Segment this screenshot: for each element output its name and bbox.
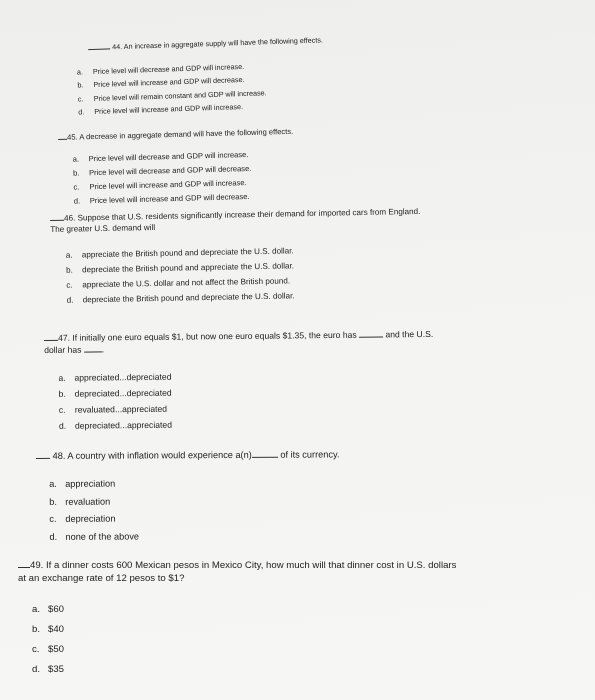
option-a[interactable]: a. appreciated...depreciated — [58, 371, 172, 384]
fill-blank-1[interactable] — [359, 336, 383, 337]
answer-blank[interactable] — [44, 340, 58, 341]
option-c[interactable]: c. depreciation — [49, 514, 116, 525]
option-a[interactable]: a. Price level will decrease and GDP will increase. — [76, 61, 245, 77]
question-48 — [36, 448, 340, 546]
answer-blank[interactable] — [36, 458, 50, 459]
option-list — [73, 147, 296, 209]
option-d[interactable]: d. $35 — [32, 663, 65, 675]
option-d[interactable]: d. none of the above — [49, 531, 140, 542]
option-c[interactable]: c. revaluated...appreciated — [58, 403, 168, 416]
option-a[interactable]: a. Price level will decrease and GDP will increase. — [72, 150, 249, 164]
question-text: 49. If a dinner costs 600 Mexican pesos in Mexico City, how much will that dinner cost in U.S. dollars — [30, 560, 457, 571]
option-b[interactable]: b. depreciate the British pound and appreciate the U.S. dollar. — [65, 261, 295, 275]
question-44 — [62, 35, 325, 119]
question-stem — [50, 207, 421, 236]
question-text-continued: dollar has — [44, 344, 82, 355]
option-b[interactable]: b. depreciated...depreciated — [58, 387, 172, 400]
option-c[interactable]: c. Price level will remain constant and GDP will increase. — [77, 87, 267, 104]
question-stem — [58, 127, 293, 143]
question-text: 45. A decrease in aggregate demand will have the following effects. — [66, 126, 294, 142]
question-text: 44. An increase in aggregate supply will have the following effects. — [111, 35, 323, 52]
question-49 — [18, 560, 456, 680]
option-list — [32, 600, 456, 680]
option-list — [66, 241, 422, 308]
option-b[interactable]: b. Price level will increase and GDP will decrease. — [77, 75, 245, 90]
fill-blank-2[interactable] — [84, 351, 102, 352]
answer-blank[interactable] — [88, 48, 110, 50]
option-list — [49, 475, 340, 547]
question-45 — [58, 127, 295, 209]
question-46 — [50, 207, 422, 308]
question-text: 47. If initially one euro equals $1, but now one euro equals $1.35, the euro has — [57, 329, 357, 343]
question-text: 48. A country with inflation would experience a(n) — [52, 449, 252, 461]
option-b[interactable]: b. Price level will decrease and GDP will decrease. — [72, 164, 252, 178]
option-c[interactable]: c. appreciate the U.S. dollar and not affect the British pound. — [66, 276, 291, 290]
answer-blank[interactable] — [18, 567, 30, 568]
question-text-continued: The greater U.S. demand will — [50, 222, 156, 234]
option-b[interactable]: b. revaluation — [49, 496, 111, 507]
question-text: 46. Suppose that U.S. residents significantly increase their demand for imported cars from England. — [63, 206, 421, 223]
option-b[interactable]: b. $40 — [32, 623, 65, 635]
option-a[interactable]: a. $60 — [32, 603, 65, 615]
option-a[interactable]: a. appreciate the British pound and depreciate the U.S. dollar. — [65, 246, 294, 260]
question-text-continued: at an exchange rate of 12 pesos to $1? — [18, 572, 185, 584]
question-text-end: of its currency. — [280, 449, 340, 460]
option-d[interactable]: d. Price level will increase and GDP will increase. — [78, 102, 244, 117]
fill-blank[interactable] — [252, 457, 278, 458]
option-a[interactable]: a. appreciation — [49, 479, 116, 490]
option-c[interactable]: c. Price level will increase and GDP will increase. — [73, 178, 247, 192]
question-stem: 47. If initially one euro equals $1, but now one euro equals $1.35, the euro has and the U.S. dollar has . — [44, 328, 434, 355]
option-c[interactable]: c. $50 — [32, 643, 65, 655]
option-d[interactable]: d. Price level will increase and GDP will decrease. — [73, 192, 250, 206]
question-47 — [44, 329, 434, 434]
question-stem — [36, 448, 339, 462]
option-list — [58, 366, 434, 434]
question-stem — [88, 35, 323, 52]
question-stem — [18, 560, 456, 586]
option-list — [77, 57, 325, 119]
option-d[interactable]: d. depreciated...appreciated — [58, 419, 173, 432]
answer-blank[interactable] — [58, 139, 67, 140]
answer-blank[interactable] — [50, 220, 64, 221]
option-d[interactable]: d. depreciate the British pound and depreciate the U.S. dollar. — [66, 291, 295, 305]
question-text-middle: and the U.S. — [385, 328, 434, 340]
